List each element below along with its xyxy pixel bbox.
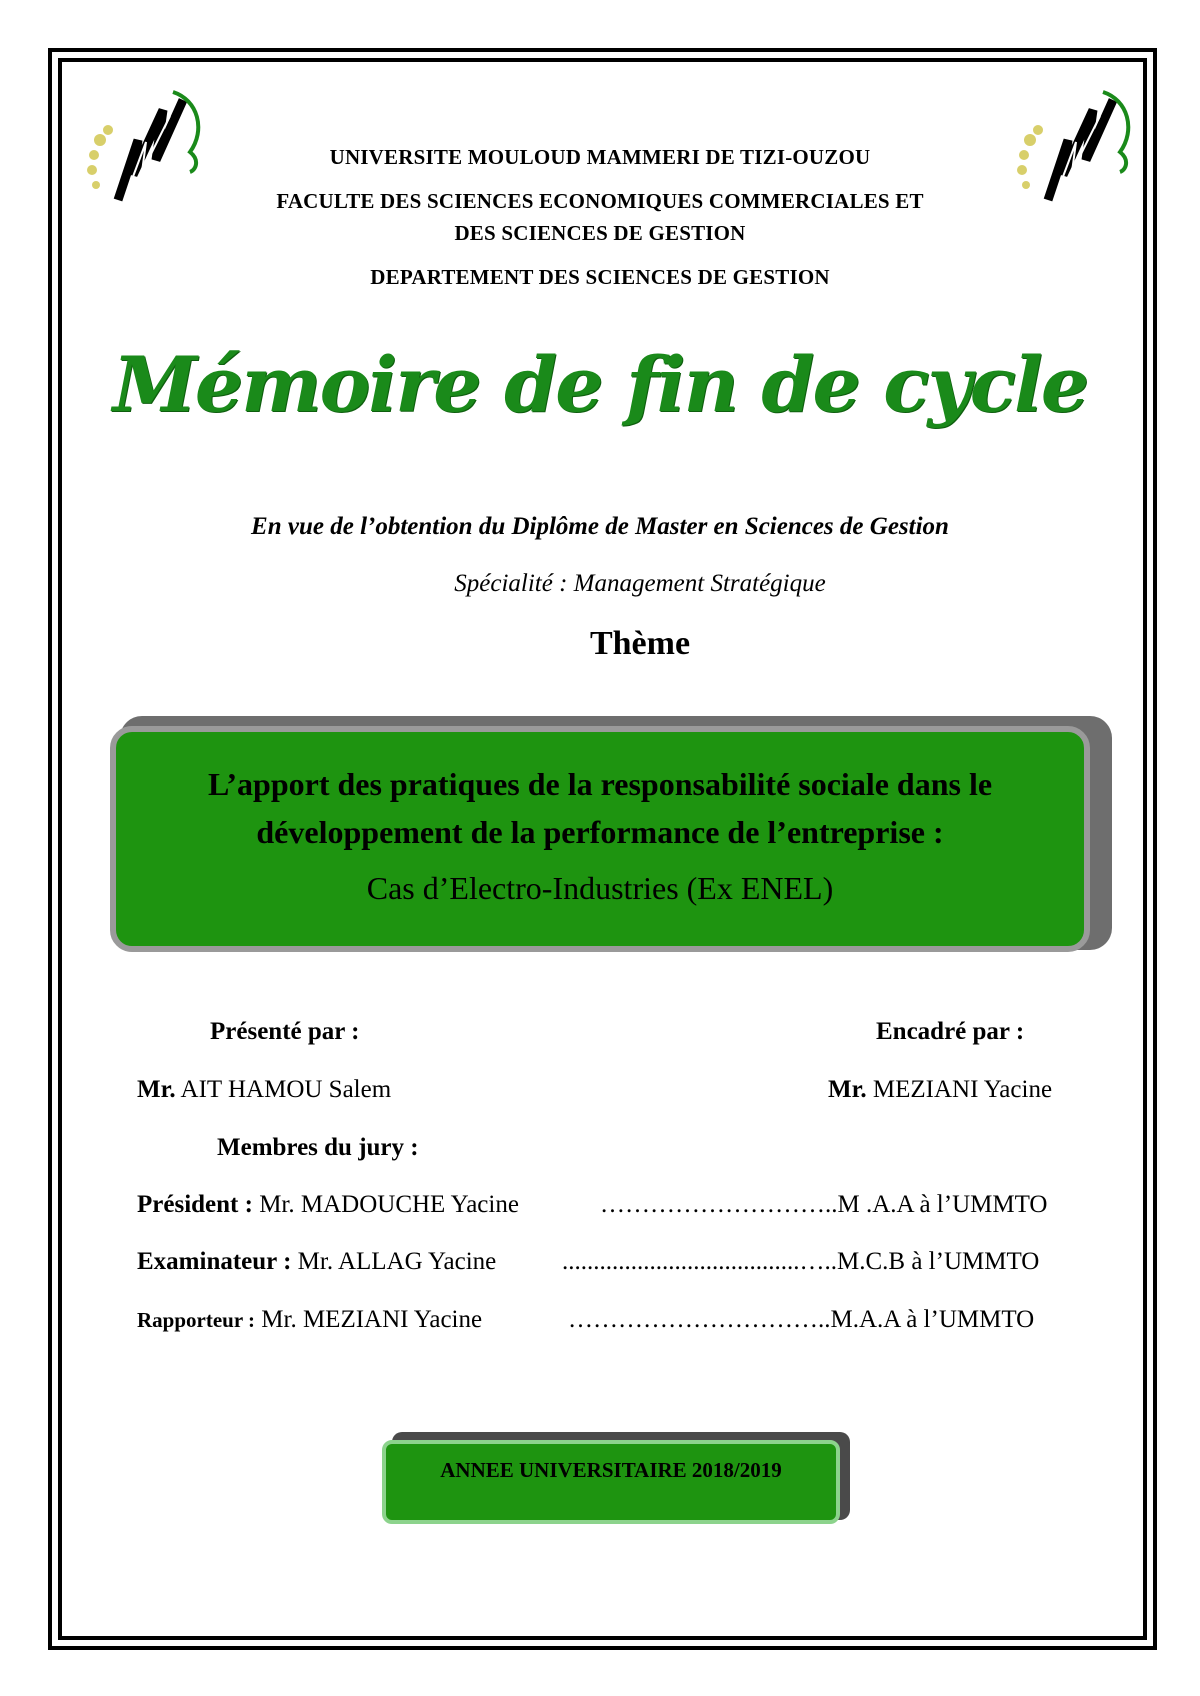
faculty-name-line1: FACULTE DES SCIENCES ECONOMIQUES COMMERCIALES ET [276, 189, 924, 213]
faculty-name-line2: DES SCIENCES DE GESTION [454, 221, 746, 245]
student-name: Mr. AIT HAMOU Salem [137, 1076, 392, 1103]
jury-member-rapporteur-grade: …………………………..M.A.A à l’UMMTO [568, 1306, 1035, 1333]
diploma-subtitle: En vue de l’obtention du Diplôme de Master en Sciences de Gestion [251, 513, 949, 540]
supervisor-name: Mr. MEZIANI Yacine [828, 1076, 1053, 1103]
jury-member-president: Président : Mr. MADOUCHE Yacine [137, 1191, 519, 1218]
theme-line2: développement de la performance de l’entreprise : [256, 814, 944, 850]
jury-member-rapporteur: Rapporteur : Mr. MEZIANI Yacine [137, 1306, 483, 1333]
presented-by-label: Présenté par : [210, 1018, 360, 1045]
supervised-by-label: Encadré par : [876, 1018, 1025, 1045]
theme-line1: L’apport des pratiques de la responsabilité sociale dans le [207, 766, 993, 802]
jury-member-examiner-grade: ......................................…..M.C.B à l’UMMTO [562, 1248, 1040, 1275]
department-name: DEPARTEMENT DES SCIENCES DE GESTION [370, 265, 830, 289]
jury-label: Membres du jury : [217, 1134, 419, 1161]
academic-year-box: ANNEE UNIVERSITAIRE 2018/2019 [382, 1440, 840, 1524]
theme-line3: Cas d’Electro-Industries (Ex ENEL) [366, 870, 834, 906]
theme-box [110, 726, 1090, 952]
jury-member-president-grade: ………………………..M .A.A à l’UMMTO [600, 1191, 1048, 1218]
jury-member-examiner: Examinateur : Mr. ALLAG Yacine [137, 1248, 497, 1275]
specialite-line: Spécialité : Management Stratégique [454, 570, 826, 597]
document-title: Mémoire de fin de cycle [112, 340, 1088, 429]
theme-label: Thème [589, 625, 691, 662]
university-name: UNIVERSITE MOULOUD MAMMERI DE TIZI-OUZOU [329, 145, 871, 169]
